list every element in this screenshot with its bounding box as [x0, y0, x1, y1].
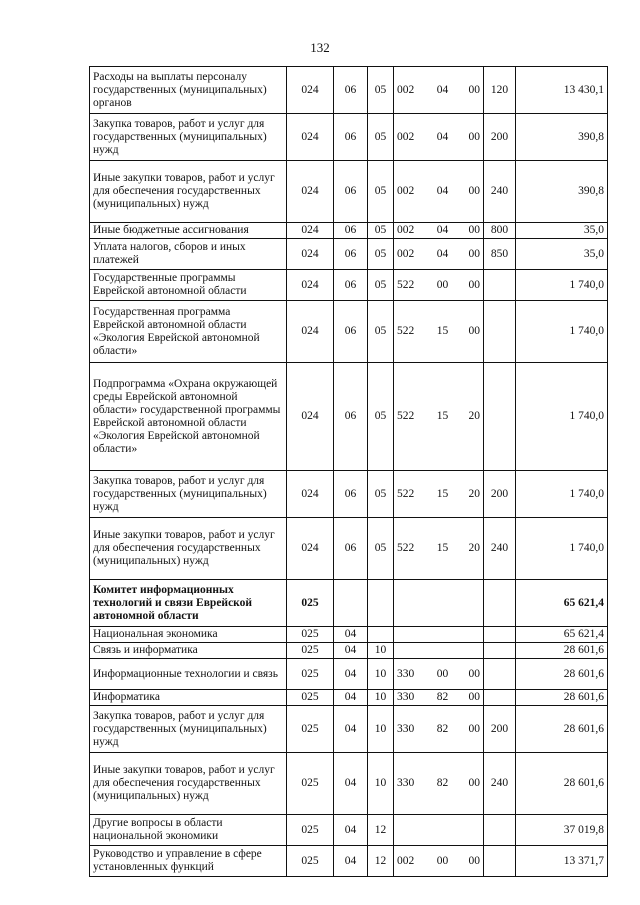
row-ministry-code: 025 [287, 846, 334, 877]
row-target-code-3: 00 [458, 753, 484, 815]
row-target-code-2: 82 [428, 753, 458, 815]
row-name: Другие вопросы в области национальной экономики [90, 815, 287, 846]
row-subsection-code: 05 [368, 471, 394, 518]
row-section-code: 06 [334, 270, 368, 301]
row-amount: 1 740,0 [516, 301, 608, 363]
row-amount: 35,0 [516, 239, 608, 270]
row-section-code: 06 [334, 223, 368, 239]
row-name: Закупка товаров, работ и услуг для государственных (муниципальных) нужд [90, 471, 287, 518]
row-target-code-2: 04 [428, 223, 458, 239]
row-target-code-3: 00 [458, 690, 484, 706]
row-ministry-code: 024 [287, 239, 334, 270]
budget-table-body [90, 67, 608, 877]
row-subsection-code [368, 580, 394, 627]
row-target-code-3: 00 [458, 301, 484, 363]
row-name: Закупка товаров, работ и услуг для государственных (муниципальных) нужд [90, 114, 287, 161]
row-target-code-2: 82 [428, 706, 458, 753]
row-section-code: 06 [334, 67, 368, 114]
row-name: Информатика [90, 690, 287, 706]
row-subsection-code: 05 [368, 114, 394, 161]
row-amount: 37 019,8 [516, 815, 608, 846]
row-target-code-2: 00 [428, 659, 458, 690]
row-target-code-3 [458, 627, 484, 643]
row-name: Иные закупки товаров, работ и услуг для обеспечения государственных (муниципальных) нужд [90, 518, 287, 580]
row-target-code-2: 82 [428, 690, 458, 706]
page-number: 132 [310, 40, 330, 55]
row-name: Связь и информатика [90, 643, 287, 659]
table-row [90, 706, 608, 753]
row-amount: 28 601,6 [516, 753, 608, 815]
row-name: Информационные технологии и связь [90, 659, 287, 690]
table-row [90, 363, 608, 471]
row-amount: 65 621,4 [516, 580, 608, 627]
row-ministry-code: 024 [287, 301, 334, 363]
row-amount: 1 740,0 [516, 518, 608, 580]
budget-table [89, 66, 608, 877]
row-ministry-code: 025 [287, 706, 334, 753]
row-name: Расходы на выплаты персоналу государственных (муниципальных) органов [90, 67, 287, 114]
row-target-code-3: 00 [458, 223, 484, 239]
row-name: Уплата налогов, сборов и иных платежей [90, 239, 287, 270]
row-expense-type-code: 240 [484, 518, 516, 580]
row-target-code-2: 15 [428, 301, 458, 363]
row-subsection-code: 05 [368, 161, 394, 223]
row-target-code-1: 002 [394, 239, 428, 270]
row-target-code-3: 20 [458, 363, 484, 471]
row-section-code: 04 [334, 753, 368, 815]
row-section-code: 06 [334, 363, 368, 471]
row-expense-type-code [484, 301, 516, 363]
row-amount: 390,8 [516, 161, 608, 223]
row-subsection-code: 12 [368, 846, 394, 877]
row-name: Закупка товаров, работ и услуг для государственных (муниципальных) нужд [90, 706, 287, 753]
row-ministry-code: 024 [287, 518, 334, 580]
row-target-code-2: 00 [428, 270, 458, 301]
row-target-code-3: 00 [458, 706, 484, 753]
table-row [90, 659, 608, 690]
table-row [90, 518, 608, 580]
row-ministry-code: 024 [287, 114, 334, 161]
row-amount: 28 601,6 [516, 659, 608, 690]
table-row [90, 67, 608, 114]
row-target-code-2: 04 [428, 114, 458, 161]
row-subsection-code: 05 [368, 301, 394, 363]
row-section-code: 04 [334, 643, 368, 659]
table-row [90, 815, 608, 846]
row-target-code-1: 522 [394, 471, 428, 518]
row-target-code-1: 002 [394, 846, 428, 877]
row-ministry-code: 025 [287, 815, 334, 846]
table-row [90, 471, 608, 518]
row-target-code-1 [394, 815, 428, 846]
row-target-code-3: 00 [458, 161, 484, 223]
row-target-code-3 [458, 643, 484, 659]
row-amount: 13 371,7 [516, 846, 608, 877]
row-target-code-1: 330 [394, 659, 428, 690]
row-target-code-2: 04 [428, 67, 458, 114]
row-target-code-2: 15 [428, 471, 458, 518]
row-target-code-1: 330 [394, 690, 428, 706]
row-name: Иные закупки товаров, работ и услуг для обеспечения государственных (муниципальных) нужд [90, 161, 287, 223]
table-row [90, 846, 608, 877]
row-expense-type-code: 850 [484, 239, 516, 270]
table-row [90, 580, 608, 627]
row-name: Комитет информационных технологий и связи Еврейской автономной области [90, 580, 287, 627]
row-target-code-1 [394, 580, 428, 627]
row-section-code: 04 [334, 706, 368, 753]
row-amount: 28 601,6 [516, 690, 608, 706]
row-amount: 35,0 [516, 223, 608, 239]
table-row [90, 223, 608, 239]
row-expense-type-code [484, 270, 516, 301]
row-ministry-code: 025 [287, 627, 334, 643]
row-section-code: 06 [334, 239, 368, 270]
row-ministry-code: 024 [287, 67, 334, 114]
table-row [90, 270, 608, 301]
row-subsection-code: 05 [368, 67, 394, 114]
row-target-code-2: 00 [428, 846, 458, 877]
row-section-code: 04 [334, 690, 368, 706]
row-target-code-2 [428, 815, 458, 846]
row-expense-type-code [484, 659, 516, 690]
row-target-code-2: 04 [428, 161, 458, 223]
row-ministry-code: 024 [287, 471, 334, 518]
row-subsection-code: 05 [368, 223, 394, 239]
row-ministry-code: 024 [287, 161, 334, 223]
row-subsection-code: 05 [368, 270, 394, 301]
row-target-code-1: 330 [394, 706, 428, 753]
row-expense-type-code [484, 363, 516, 471]
row-section-code: 06 [334, 114, 368, 161]
row-expense-type-code [484, 846, 516, 877]
row-amount: 1 740,0 [516, 363, 608, 471]
table-row [90, 690, 608, 706]
row-subsection-code: 05 [368, 239, 394, 270]
row-name: Иные бюджетные ассигнования [90, 223, 287, 239]
row-target-code-1: 002 [394, 161, 428, 223]
row-target-code-2: 15 [428, 518, 458, 580]
row-ministry-code: 024 [287, 270, 334, 301]
row-target-code-1: 330 [394, 753, 428, 815]
row-amount: 28 601,6 [516, 706, 608, 753]
row-target-code-2: 04 [428, 239, 458, 270]
row-target-code-1: 522 [394, 518, 428, 580]
row-expense-type-code [484, 627, 516, 643]
row-expense-type-code [484, 690, 516, 706]
row-name: Руководство и управление в сфере установленных функций [90, 846, 287, 877]
row-name: Национальная экономика [90, 627, 287, 643]
row-target-code-3: 00 [458, 67, 484, 114]
row-name: Государственные программы Еврейской автономной области [90, 270, 287, 301]
row-amount: 1 740,0 [516, 270, 608, 301]
row-target-code-1: 522 [394, 363, 428, 471]
row-target-code-3: 20 [458, 518, 484, 580]
row-subsection-code [368, 627, 394, 643]
row-section-code: 06 [334, 161, 368, 223]
row-ministry-code: 024 [287, 223, 334, 239]
row-amount: 1 740,0 [516, 471, 608, 518]
row-name: Государственная программа Еврейской автономной области «Экология Еврейской автономной области» [90, 301, 287, 363]
row-section-code: 04 [334, 846, 368, 877]
row-expense-type-code: 120 [484, 67, 516, 114]
row-expense-type-code: 800 [484, 223, 516, 239]
row-target-code-3 [458, 580, 484, 627]
row-expense-type-code: 200 [484, 114, 516, 161]
table-row [90, 161, 608, 223]
row-target-code-3: 00 [458, 114, 484, 161]
row-expense-type-code [484, 643, 516, 659]
table-row [90, 627, 608, 643]
row-expense-type-code: 200 [484, 706, 516, 753]
row-subsection-code: 10 [368, 690, 394, 706]
row-ministry-code: 025 [287, 580, 334, 627]
row-subsection-code: 12 [368, 815, 394, 846]
row-target-code-1: 002 [394, 67, 428, 114]
row-subsection-code: 05 [368, 518, 394, 580]
row-ministry-code: 025 [287, 643, 334, 659]
row-target-code-3: 00 [458, 239, 484, 270]
row-target-code-3 [458, 815, 484, 846]
row-subsection-code: 10 [368, 659, 394, 690]
row-ministry-code: 025 [287, 659, 334, 690]
row-target-code-2 [428, 580, 458, 627]
row-section-code: 06 [334, 471, 368, 518]
row-amount: 13 430,1 [516, 67, 608, 114]
row-amount: 65 621,4 [516, 627, 608, 643]
row-expense-type-code [484, 815, 516, 846]
row-section-code: 04 [334, 659, 368, 690]
row-target-code-2 [428, 643, 458, 659]
row-expense-type-code [484, 580, 516, 627]
row-target-code-1: 002 [394, 223, 428, 239]
row-expense-type-code: 240 [484, 161, 516, 223]
row-subsection-code: 05 [368, 363, 394, 471]
row-target-code-2 [428, 627, 458, 643]
row-expense-type-code: 240 [484, 753, 516, 815]
table-row [90, 114, 608, 161]
row-section-code: 06 [334, 518, 368, 580]
table-row [90, 239, 608, 270]
table-row [90, 753, 608, 815]
row-expense-type-code: 200 [484, 471, 516, 518]
row-subsection-code: 10 [368, 706, 394, 753]
row-section-code: 04 [334, 627, 368, 643]
row-target-code-1 [394, 627, 428, 643]
row-ministry-code: 025 [287, 753, 334, 815]
row-target-code-2: 15 [428, 363, 458, 471]
row-ministry-code: 024 [287, 363, 334, 471]
row-amount: 28 601,6 [516, 643, 608, 659]
row-section-code: 06 [334, 301, 368, 363]
row-target-code-3: 20 [458, 471, 484, 518]
row-target-code-3: 00 [458, 270, 484, 301]
row-name: Подпрограмма «Охрана окружающей среды Еврейской автономной области» государственной программы Еврейской автономной области «Экология Еврейской автономной области» [90, 363, 287, 471]
row-target-code-1: 002 [394, 114, 428, 161]
table-row [90, 643, 608, 659]
row-target-code-1: 522 [394, 270, 428, 301]
row-target-code-1: 522 [394, 301, 428, 363]
row-target-code-3: 00 [458, 846, 484, 877]
row-section-code [334, 580, 368, 627]
table-row [90, 301, 608, 363]
row-subsection-code: 10 [368, 643, 394, 659]
row-amount: 390,8 [516, 114, 608, 161]
row-target-code-1 [394, 643, 428, 659]
row-name: Иные закупки товаров, работ и услуг для обеспечения государственных (муниципальных) нужд [90, 753, 287, 815]
row-ministry-code: 025 [287, 690, 334, 706]
row-section-code: 04 [334, 815, 368, 846]
row-target-code-3: 00 [458, 659, 484, 690]
row-subsection-code: 10 [368, 753, 394, 815]
